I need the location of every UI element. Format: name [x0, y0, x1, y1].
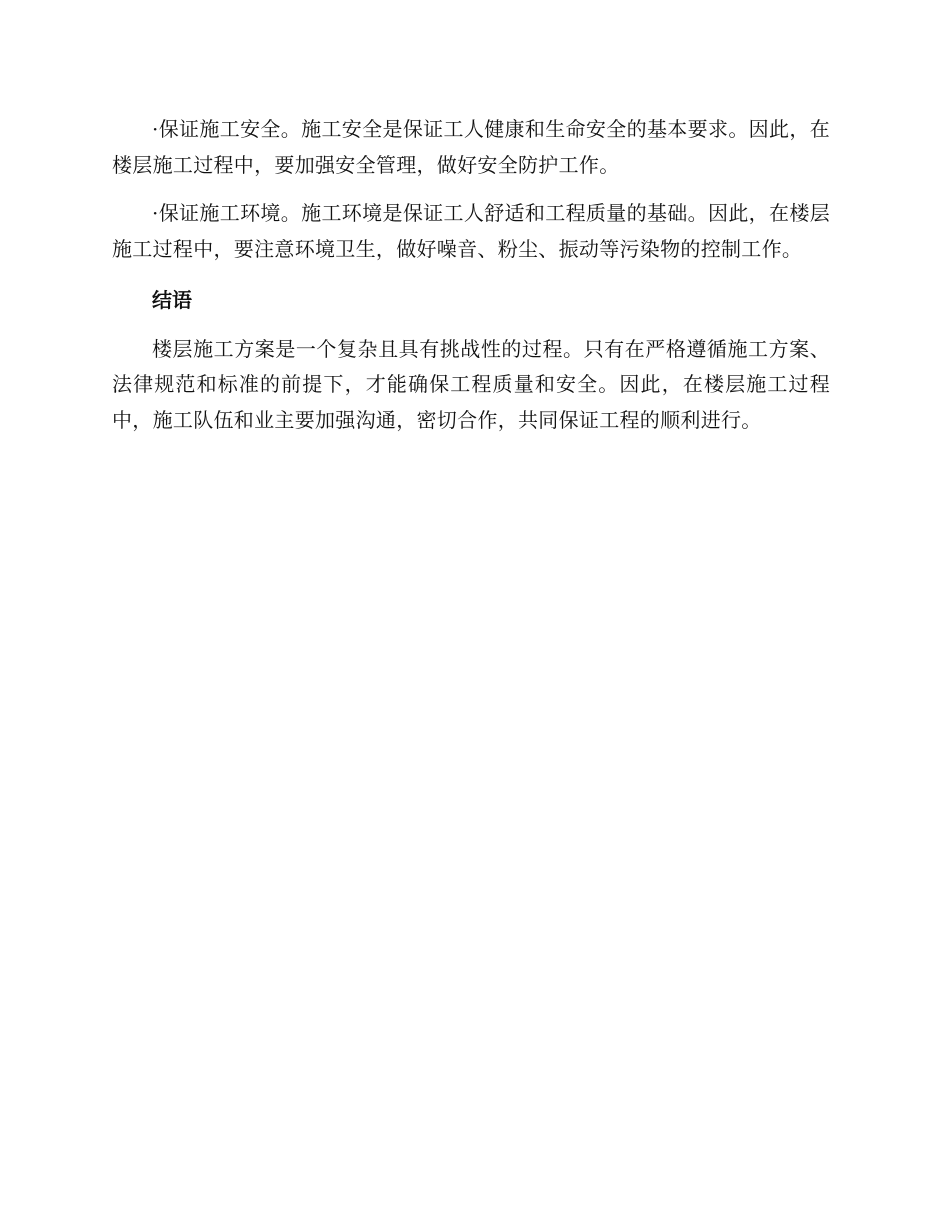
- document-body: [112, 112, 830, 438]
- bullet-environment-paragraph: ·保证施工环境。施工环境是保证工人舒适和工程质量的基础。因此，在楼层施工过程中，要注意环境卫生，做好噪音、粉尘、振动等污染物的控制工作。: [112, 201, 830, 261]
- conclusion-paragraph: 楼层施工方案是一个复杂且具有挑战性的过程。只有在严格遵循施工方案、法律规范和标准的前提下，才能确保工程质量和安全。因此，在楼层施工过程中，施工队伍和业主要加强沟通，密切合作，共同保证工程的顺利进行。: [112, 336, 830, 432]
- conclusion-heading: 结语: [152, 288, 192, 312]
- bullet-safety-paragraph: ·保证施工安全。施工安全是保证工人健康和生命安全的基本要求。因此，在楼层施工过程中，要加强安全管理，做好安全防护工作。: [112, 117, 830, 177]
